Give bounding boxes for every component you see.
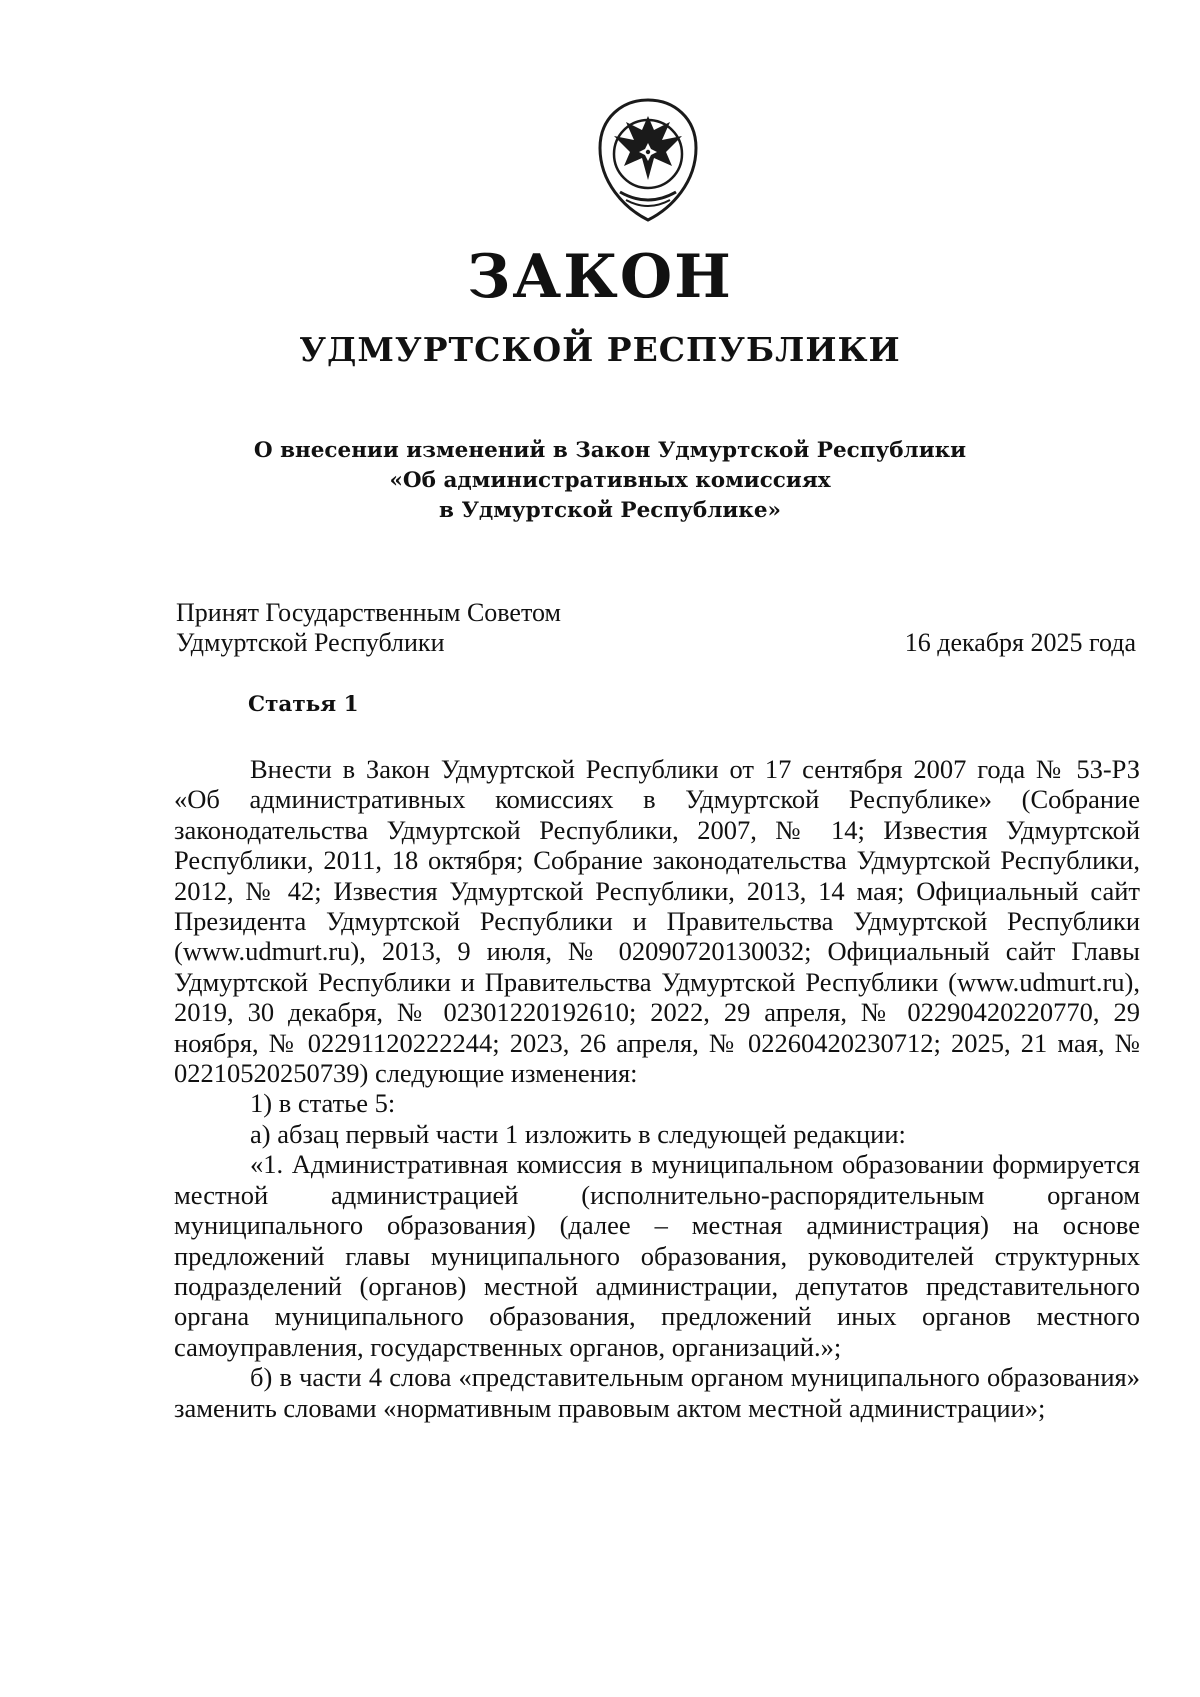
- paragraph-item-a: а) абзац первый части 1 изложить в следующей редакции:: [250, 1118, 906, 1149]
- adopted-by-line2: Удмуртской Республики: [176, 628, 445, 657]
- article-title: Статья 1: [248, 692, 359, 717]
- law-subtitle: УДМУРТСКОЙ РЕСПУБЛИКИ: [299, 330, 901, 369]
- heading-line: в Удмуртской Республике»: [439, 498, 781, 523]
- paragraph-item-b: б) в части 4 слова «представительным органом муниципального образования» заменить словами «нормативным правовым актом местной администрации»;: [174, 1362, 1140, 1423]
- paragraph-quote: «1. Административная комиссия в муниципальном образовании формируется местной администрацией (исполнительно-распорядительным органом муниципального образования) (далее – местная администрация) на основе предложений главы муниципального образования, руководителей структурных подразделений (органов) местной администрации, депутатов представительного органа муниципального образования, предложений иных органов местного самоуправления, государственных органов, организаций.»;: [174, 1149, 1140, 1362]
- document-heading: [220, 436, 1000, 526]
- coat-of-arms-icon: [592, 96, 704, 224]
- adoption-block: [176, 598, 1136, 658]
- law-title: ЗАКОН: [467, 242, 733, 312]
- article-body: [174, 754, 1140, 1423]
- paragraph-item-1: 1) в статье 5:: [250, 1088, 396, 1119]
- heading-line: О внесении изменений в Закон Удмуртской Республики: [253, 438, 967, 463]
- heading-line: «Об административных комиссиях: [389, 468, 831, 493]
- paragraph-intro: Внести в Закон Удмуртской Республики от 17 сентября 2007 года № 53-РЗ «Об административных комиссиях в Удмуртской Республике» (Собрание законодательства Удмуртской Республики, 2007, № 14; Известия Удмуртской Республики, 2011, 18 октября; Собрание законодательства Удмуртской Республики, 2012, № 42; Известия Удмуртской Республики, 2013, 14 мая; Официальный сайт Президента Удмуртской Республики и Правительства Удмуртской Республики (www.udmurt.ru), 2013, 9 июля, № 02090720130032; Официальный сайт Главы Удмуртской Республики и Правительства Удмуртской Республики (www.udmurt.ru), 2019, 30 декабря, № 02301220192610; 2022, 29 апреля, № 02290420220770, 29 ноября, № 02291120222244; 2023, 26 апреля, № 02260420230712; 2025, 21 мая, № 02210520250739) следующие изменения:: [174, 754, 1140, 1089]
- adopted-by-line1: Принят Государственным Советом: [176, 598, 561, 627]
- adoption-date: 16 декабря 2025 года: [904, 628, 1136, 657]
